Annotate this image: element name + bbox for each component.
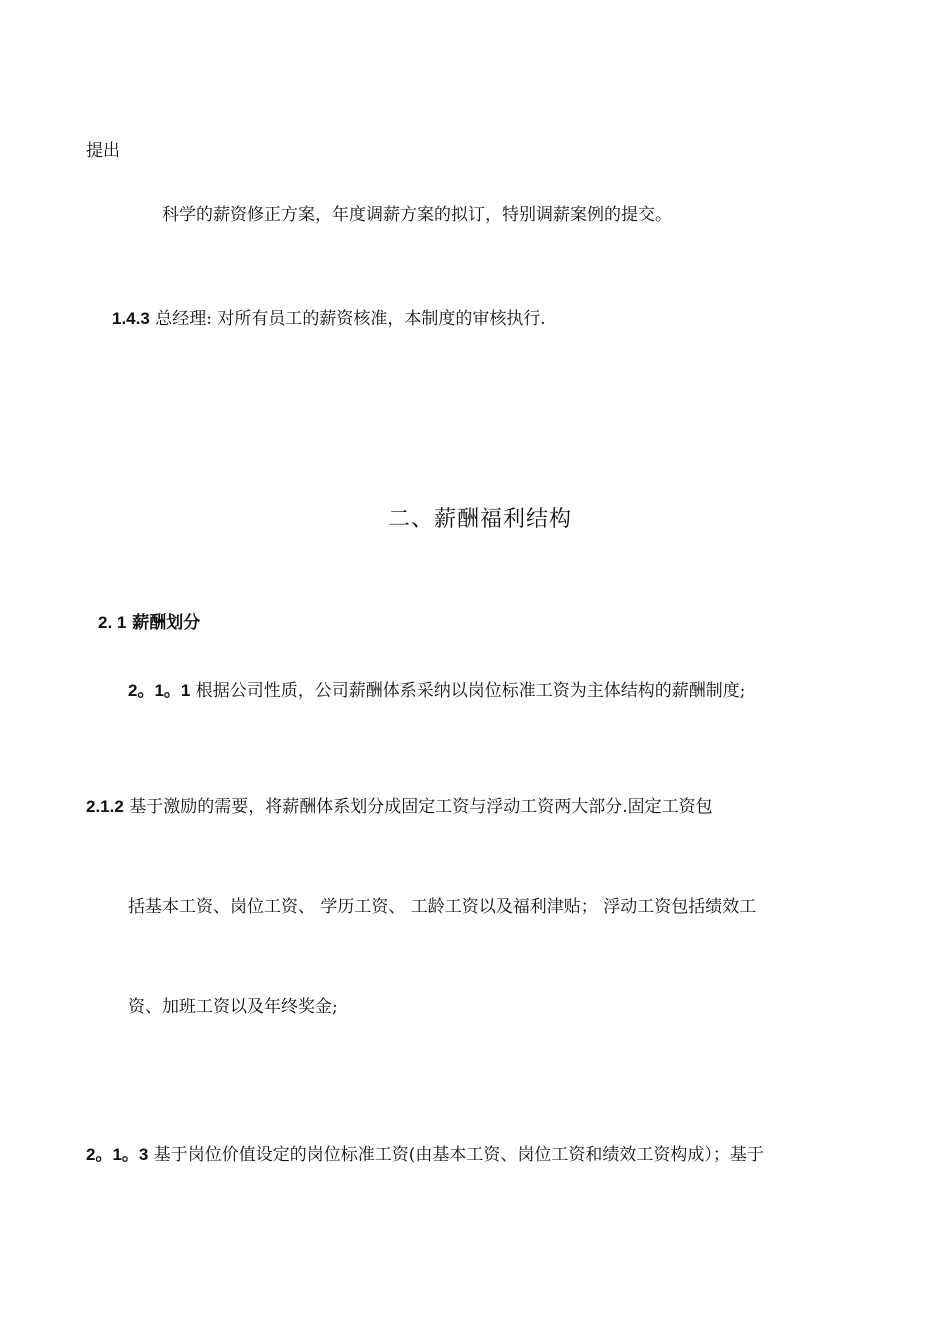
text-line-salary-revision <box>162 204 672 226</box>
line-text: 资、加班工资以及年终奖金; <box>128 997 338 1017</box>
line-text: 提出 <box>86 141 120 161</box>
text-line-tichu <box>86 140 120 162</box>
clause-2-1-2 <box>86 796 713 818</box>
clause-2-1-2-continuation-1 <box>128 896 756 918</box>
section-heading <box>388 506 572 534</box>
clause-text: 基于岗位价值设定的岗位标准工资(由基本工资、岗位工资和绩效工资构成）；基于 <box>148 1145 764 1165</box>
subsection-2-1 <box>98 612 200 634</box>
clause-number: 2.1.2 <box>86 797 124 816</box>
clause-text: 基于激励的需要，将薪酬体系划分成固定工资与浮动工资两大部分.固定工资包 <box>123 797 713 817</box>
clause-text: 根据公司性质，公司薪酬体系采纳以岗位标准工资为主体结构的薪酬制度; <box>190 681 746 701</box>
section-title: 二、薪酬福利结构 <box>388 507 573 532</box>
clause-2-1-2-continuation-2 <box>128 996 338 1018</box>
subsection-title: 薪酬划分 <box>126 613 201 633</box>
clause-text: 总经理: 对所有员工的薪资核准，本制度的审核执行. <box>149 309 546 329</box>
line-text: 括基本工资、岗位工资、 学历工资、 工龄工资以及福利津贴； 浮动工资包括绩效工 <box>128 897 757 917</box>
clause-1-4-3 <box>112 308 546 330</box>
clause-number: 2。1。3 <box>86 1145 149 1164</box>
clause-number: 2。1。1 <box>128 681 191 700</box>
clause-2-1-3 <box>86 1144 764 1166</box>
subsection-number: 2. 1 <box>98 613 127 632</box>
line-text: 科学的薪资修正方案，年度调薪方案的拟订，特别调薪案例的提交。 <box>162 205 672 225</box>
clause-2-1-1 <box>128 680 746 702</box>
clause-number: 1.4.3 <box>112 309 150 328</box>
